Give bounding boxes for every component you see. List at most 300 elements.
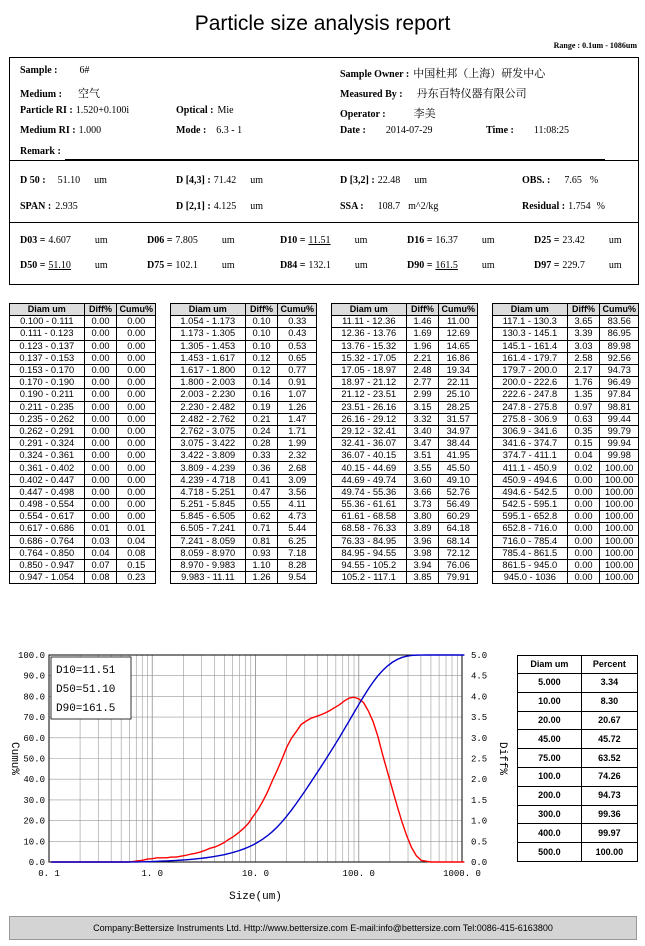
table-row (493, 438, 639, 450)
table-cell: 99.79 (600, 425, 639, 437)
table-cell: 0.93 (245, 547, 278, 559)
percentile-label: D06 = (147, 235, 173, 246)
table-cell: 0.00 (567, 535, 600, 547)
table-row (493, 559, 639, 571)
table-row (10, 535, 156, 547)
table-cell: 3.73 (406, 499, 439, 511)
percentile-d97 (534, 260, 622, 271)
table-cell: 100.0 (518, 767, 582, 786)
table-header-row (518, 656, 638, 674)
table-cell: 0.00 (567, 486, 600, 498)
table-cell: 3.96 (406, 535, 439, 547)
table-cell: 200.0 (518, 786, 582, 805)
table-cell: 1.453 - 1.617 (171, 352, 246, 364)
table-cell: 0.12 (245, 352, 278, 364)
table-header-row (332, 304, 478, 316)
table-row (493, 486, 639, 498)
table-cell: 400.0 (518, 824, 582, 843)
table-row (518, 674, 638, 693)
table-row (171, 535, 317, 547)
table-cell: 79.91 (439, 572, 478, 584)
table-row (171, 425, 317, 437)
table-cell: 2.68 (278, 462, 317, 474)
column-header: Diam um (518, 656, 582, 674)
table-cell: 275.8 - 306.9 (493, 413, 568, 425)
footer: Company:Bettersize Instruments Ltd. Http://www.bettersize.com E-mail:info@bettersize.com Tel:0086-415-6163800 (9, 916, 637, 940)
table-cell: 0.71 (245, 523, 278, 535)
table-cell: 0.00 (117, 364, 156, 376)
column-header: Diff% (84, 304, 117, 316)
optical-field: Optical : Mie (176, 105, 234, 116)
table-cell: 0.00 (117, 450, 156, 462)
table-row (10, 450, 156, 462)
table-cell: 100.00 (600, 511, 639, 523)
percentile-unit: um (354, 235, 368, 246)
column-header: Cumu% (117, 304, 156, 316)
table-cell: 68.58 - 76.33 (332, 523, 407, 535)
owner-field: Sample Owner : 中国杜邦（上海）研发中心 (340, 67, 546, 80)
table-cell: 13.76 - 15.32 (332, 340, 407, 352)
percentile-value: 4.607 (48, 235, 71, 246)
table-cell: 45.50 (439, 462, 478, 474)
table-cell: 0.402 - 0.447 (10, 474, 85, 486)
table-cell: 595.1 - 652.8 (493, 511, 568, 523)
table-cell: 1.96 (406, 340, 439, 352)
percentile-d84 (280, 260, 368, 271)
table-cell: 0.00 (84, 499, 117, 511)
table-row (332, 401, 478, 413)
percentile-d06 (147, 235, 235, 246)
table-cell: 56.49 (439, 499, 478, 511)
table-cell: 3.40 (406, 425, 439, 437)
percentile-unit: um (94, 235, 108, 246)
y-left-tick-label: 40.0 (23, 775, 45, 786)
table-cell: 100.00 (600, 559, 639, 571)
y-left-axis-label: Cumu% (8, 741, 20, 776)
date-field: Date : 2014-07-29 (340, 125, 433, 136)
table-cell: 3.85 (406, 572, 439, 584)
table-cell: 2.17 (567, 364, 600, 376)
percentile-d50 (20, 260, 108, 271)
table-cell: 0.97 (567, 401, 600, 413)
table-cell: 0.00 (117, 352, 156, 364)
percentile-label: D90 = (407, 260, 433, 271)
table-cell: 0.00 (84, 413, 117, 425)
table-row (171, 486, 317, 498)
table-cell: 0.21 (245, 413, 278, 425)
table-cell: 3.56 (278, 486, 317, 498)
table-cell: 68.14 (439, 535, 478, 547)
table-cell: 0.361 - 0.402 (10, 462, 85, 474)
table-row (332, 462, 478, 474)
table-cell: 1.26 (245, 572, 278, 584)
table-cell: 75.00 (518, 749, 582, 768)
column-header: Diam um (332, 304, 407, 316)
table-cell: 0.00 (84, 511, 117, 523)
table-cell: 29.12 - 32.41 (332, 425, 407, 437)
table-cell: 34.97 (439, 425, 478, 437)
x-axis-label: Size(um) (229, 891, 282, 903)
table-row (332, 340, 478, 352)
table-cell: 2.21 (406, 352, 439, 364)
residual-stat: Residual : 1.754 % (522, 201, 605, 212)
table-cell: 179.7 - 200.0 (493, 364, 568, 376)
table-cell: 76.06 (439, 559, 478, 571)
table-cell: 0.00 (567, 474, 600, 486)
column-header: Cumu% (600, 304, 639, 316)
percentile-box (9, 223, 639, 285)
table-row (493, 523, 639, 535)
range-label: Range : 0.1um - 1086um (553, 41, 637, 50)
table-row (493, 401, 639, 413)
table-cell: 16.86 (439, 352, 478, 364)
table-cell: 0.235 - 0.262 (10, 413, 85, 425)
table-cell: 99.44 (600, 413, 639, 425)
table-cell: 60.29 (439, 511, 478, 523)
y-left-tick-label: 20.0 (23, 816, 45, 827)
table-cell: 100.00 (600, 499, 639, 511)
table-cell: 0.04 (567, 450, 600, 462)
percentile-unit: um (481, 235, 495, 246)
table-cell: 0.291 - 0.324 (10, 438, 85, 450)
table-cell: 0.10 (245, 328, 278, 340)
table-cell: 20.00 (518, 711, 582, 730)
table-cell: 1.46 (406, 316, 439, 328)
table-cell: 2.003 - 2.230 (171, 389, 246, 401)
table-cell: 7.18 (278, 547, 317, 559)
table-cell: 0.324 - 0.361 (10, 450, 85, 462)
table-cell: 0.00 (117, 328, 156, 340)
column-header: Diff% (567, 304, 600, 316)
table-cell: 0.14 (245, 377, 278, 389)
table-cell: 8.970 - 9.983 (171, 559, 246, 571)
table-row (332, 547, 478, 559)
table-row (171, 511, 317, 523)
distribution-table (331, 303, 478, 584)
y-right-tick-label: 3.0 (471, 733, 488, 744)
d43-stat: D [4,3] : 71.42 um (176, 175, 263, 186)
y-right-tick-label: 0.5 (471, 837, 488, 848)
percentile-value: 7.805 (175, 235, 198, 246)
table-row (10, 547, 156, 559)
table-cell: 1.35 (567, 389, 600, 401)
table-cell: 0.04 (84, 547, 117, 559)
table-row (332, 438, 478, 450)
table-row (518, 843, 638, 862)
sample-field: Sample : 6# (20, 65, 90, 76)
table-row (493, 474, 639, 486)
table-cell: 500.0 (518, 843, 582, 862)
table-cell: 7.241 - 8.059 (171, 535, 246, 547)
table-row (332, 425, 478, 437)
table-cell: 0.65 (278, 352, 317, 364)
percentile-value: 229.7 (562, 260, 585, 271)
x-tick-label: 10. 0 (241, 869, 270, 879)
table-row (171, 413, 317, 425)
table-row (10, 425, 156, 437)
table-cell: 41.95 (439, 450, 478, 462)
table-cell: 3.34 (581, 674, 637, 693)
table-row (171, 450, 317, 462)
percentile-label: D10 = (280, 235, 306, 246)
y-left-tick-label: 10.0 (23, 837, 45, 848)
table-cell: 450.9 - 494.6 (493, 474, 568, 486)
sample-info-box (9, 57, 639, 161)
table-row (332, 535, 478, 547)
table-row (10, 340, 156, 352)
table-row (10, 559, 156, 571)
table-row (171, 438, 317, 450)
percentile-value: 23.42 (562, 235, 585, 246)
table-cell: 785.4 - 861.5 (493, 547, 568, 559)
table-cell: 11.11 - 12.36 (332, 316, 407, 328)
table-cell: 341.6 - 374.7 (493, 438, 568, 450)
table-cell: 0.24 (245, 425, 278, 437)
table-cell: 1.10 (245, 559, 278, 571)
table-cell: 0.07 (84, 559, 117, 571)
table-row (171, 316, 317, 328)
column-header: Diff% (406, 304, 439, 316)
table-cell: 117.1 - 130.3 (493, 316, 568, 328)
table-row (171, 340, 317, 352)
table-cell: 100.00 (600, 535, 639, 547)
y-right-tick-label: 4.0 (471, 692, 488, 703)
y-left-tick-label: 90.0 (23, 671, 45, 682)
diff-series-line (51, 697, 464, 862)
table-cell: 3.03 (567, 340, 600, 352)
table-cell: 1.173 - 1.305 (171, 328, 246, 340)
table-cell: 0.91 (278, 377, 317, 389)
table-cell: 411.1 - 450.9 (493, 462, 568, 474)
table-row (10, 352, 156, 364)
table-cell: 4.239 - 4.718 (171, 474, 246, 486)
table-cell: 0.55 (245, 499, 278, 511)
table-cell: 0.00 (117, 401, 156, 413)
table-cell: 2.482 - 2.762 (171, 413, 246, 425)
table-cell: 99.97 (581, 824, 637, 843)
table-cell: 0.00 (84, 462, 117, 474)
table-cell: 0.81 (245, 535, 278, 547)
table-cell: 0.00 (117, 438, 156, 450)
y-left-tick-label: 100.0 (17, 651, 45, 661)
table-cell: 12.36 - 13.76 (332, 328, 407, 340)
table-row (518, 711, 638, 730)
table-cell: 100.00 (581, 843, 637, 862)
table-cell: 38.44 (439, 438, 478, 450)
table-cell: 0.35 (567, 425, 600, 437)
table-row (171, 352, 317, 364)
table-cell: 0.00 (567, 559, 600, 571)
table-cell: 0.00 (84, 401, 117, 413)
table-cell: 89.98 (600, 340, 639, 352)
table-cell: 0.33 (245, 450, 278, 462)
table-cell: 94.55 - 105.2 (332, 559, 407, 571)
annotation-text: D90=161.5 (56, 703, 116, 715)
y-right-tick-label: 0.0 (471, 858, 488, 868)
table-cell: 0.28 (245, 438, 278, 450)
table-row (10, 328, 156, 340)
table-cell: 374.7 - 411.1 (493, 450, 568, 462)
table-cell: 0.00 (84, 316, 117, 328)
table-cell: 494.6 - 542.5 (493, 486, 568, 498)
mode-field: Mode : 6.3 - 1 (176, 125, 243, 136)
table-cell: 161.4 - 179.7 (493, 352, 568, 364)
table-cell: 3.60 (406, 474, 439, 486)
table-row (10, 511, 156, 523)
table-row (493, 377, 639, 389)
table-cell: 23.51 - 26.16 (332, 401, 407, 413)
table-cell: 40.15 - 44.69 (332, 462, 407, 474)
table-cell: 0.23 (117, 572, 156, 584)
table-row (493, 499, 639, 511)
percentile-d03 (20, 235, 108, 246)
table-cell: 0.00 (567, 511, 600, 523)
table-cell: 1.76 (567, 377, 600, 389)
table-row (332, 328, 478, 340)
table-row (10, 401, 156, 413)
table-cell: 0.123 - 0.137 (10, 340, 85, 352)
table-cell: 94.73 (581, 786, 637, 805)
remark-line (65, 159, 605, 160)
y-right-tick-label: 2.0 (471, 775, 488, 786)
table-cell: 100.00 (600, 486, 639, 498)
table-header-row (171, 304, 317, 316)
table-cell: 12.69 (439, 328, 478, 340)
table-row (493, 425, 639, 437)
column-header: Cumu% (278, 304, 317, 316)
table-row (10, 474, 156, 486)
stats-box (9, 161, 639, 223)
table-cell: 0.41 (245, 474, 278, 486)
remark-field: Remark : (20, 146, 61, 157)
table-cell: 45.00 (518, 730, 582, 749)
table-cell: 1.617 - 1.800 (171, 364, 246, 376)
table-cell: 76.33 - 84.95 (332, 535, 407, 547)
table-cell: 0.77 (278, 364, 317, 376)
table-cell: 0.00 (117, 425, 156, 437)
table-cell: 3.809 - 4.239 (171, 462, 246, 474)
table-cell: 3.39 (567, 328, 600, 340)
table-cell: 716.0 - 785.4 (493, 535, 568, 547)
table-cell: 32.41 - 36.07 (332, 438, 407, 450)
table-cell: 2.99 (406, 389, 439, 401)
table-row (10, 499, 156, 511)
percentile-label: D97 = (534, 260, 560, 271)
table-cell: 1.26 (278, 401, 317, 413)
table-cell: 0.01 (117, 523, 156, 535)
table-row (10, 523, 156, 535)
table-cell: 0.00 (84, 425, 117, 437)
percentile-unit: um (221, 235, 235, 246)
y-right-tick-label: 5.0 (471, 651, 488, 661)
table-cell: 3.075 - 3.422 (171, 438, 246, 450)
table-row (171, 377, 317, 389)
table-cell: 1.054 - 1.173 (171, 316, 246, 328)
table-row (332, 523, 478, 535)
percentile-unit: um (608, 235, 622, 246)
table-cell: 21.12 - 23.51 (332, 389, 407, 401)
x-tick-label: 100. 0 (342, 869, 375, 879)
annotation-text: D10=11.51 (56, 665, 116, 677)
table-cell: 8.30 (581, 692, 637, 711)
table-row (332, 389, 478, 401)
table-row (171, 474, 317, 486)
table-row (10, 438, 156, 450)
percentile-value: 161.5 (435, 260, 458, 271)
table-cell: 0.15 (117, 559, 156, 571)
table-cell: 0.111 - 0.123 (10, 328, 85, 340)
table-cell: 0.00 (84, 389, 117, 401)
table-cell: 0.62 (245, 511, 278, 523)
table-cell: 0.08 (117, 547, 156, 559)
table-cell: 100.00 (600, 474, 639, 486)
y-right-tick-label: 1.5 (471, 795, 488, 806)
table-cell: 0.00 (84, 474, 117, 486)
table-cell: 83.56 (600, 316, 639, 328)
table-cell: 0.00 (117, 340, 156, 352)
table-header-row (493, 304, 639, 316)
table-cell: 94.73 (600, 364, 639, 376)
percentile-d75 (147, 260, 235, 271)
table-cell: 36.07 - 40.15 (332, 450, 407, 462)
table-cell: 52.76 (439, 486, 478, 498)
table-cell: 0.262 - 0.291 (10, 425, 85, 437)
table-cell: 4.11 (278, 499, 317, 511)
percentile-d90 (407, 260, 495, 271)
table-cell: 300.0 (518, 805, 582, 824)
table-cell: 1.07 (278, 389, 317, 401)
column-header: Percent (581, 656, 637, 674)
table-cell: 0.00 (84, 328, 117, 340)
column-header: Cumu% (439, 304, 478, 316)
table-cell: 2.32 (278, 450, 317, 462)
table-cell: 64.18 (439, 523, 478, 535)
table-cell: 0.764 - 0.850 (10, 547, 85, 559)
table-cell: 0.33 (278, 316, 317, 328)
time-field: Time : 11:08:25 (486, 125, 570, 136)
table-cell: 9.54 (278, 572, 317, 584)
percentile-label: D50 = (20, 260, 46, 271)
table-cell: 1.305 - 1.453 (171, 340, 246, 352)
table-cell: 5.44 (278, 523, 317, 535)
y-right-tick-label: 2.5 (471, 754, 488, 765)
table-cell: 3.55 (406, 462, 439, 474)
table-cell: 22.11 (439, 377, 478, 389)
ssa-stat: SSA : 108.7 m^2/kg (340, 201, 439, 212)
report-title: Particle size analysis report (194, 12, 451, 35)
table-cell: 0.00 (117, 316, 156, 328)
table-row (518, 730, 638, 749)
medium-field: Medium : 空气 (20, 87, 100, 100)
table-row (10, 364, 156, 376)
percentile-label: D75 = (147, 260, 173, 271)
table-row (332, 486, 478, 498)
table-row (493, 535, 639, 547)
table-row (332, 352, 478, 364)
table-cell: 0.153 - 0.170 (10, 364, 85, 376)
table-cell: 8.059 - 8.970 (171, 547, 246, 559)
table-row (518, 767, 638, 786)
table-cell: 0.617 - 0.686 (10, 523, 85, 535)
table-cell: 0.36 (245, 462, 278, 474)
table-row (332, 377, 478, 389)
table-cell: 100.00 (600, 572, 639, 584)
table-row (10, 572, 156, 584)
table-row (493, 352, 639, 364)
table-cell: 61.61 - 68.58 (332, 511, 407, 523)
table-row (171, 462, 317, 474)
table-row (332, 450, 478, 462)
